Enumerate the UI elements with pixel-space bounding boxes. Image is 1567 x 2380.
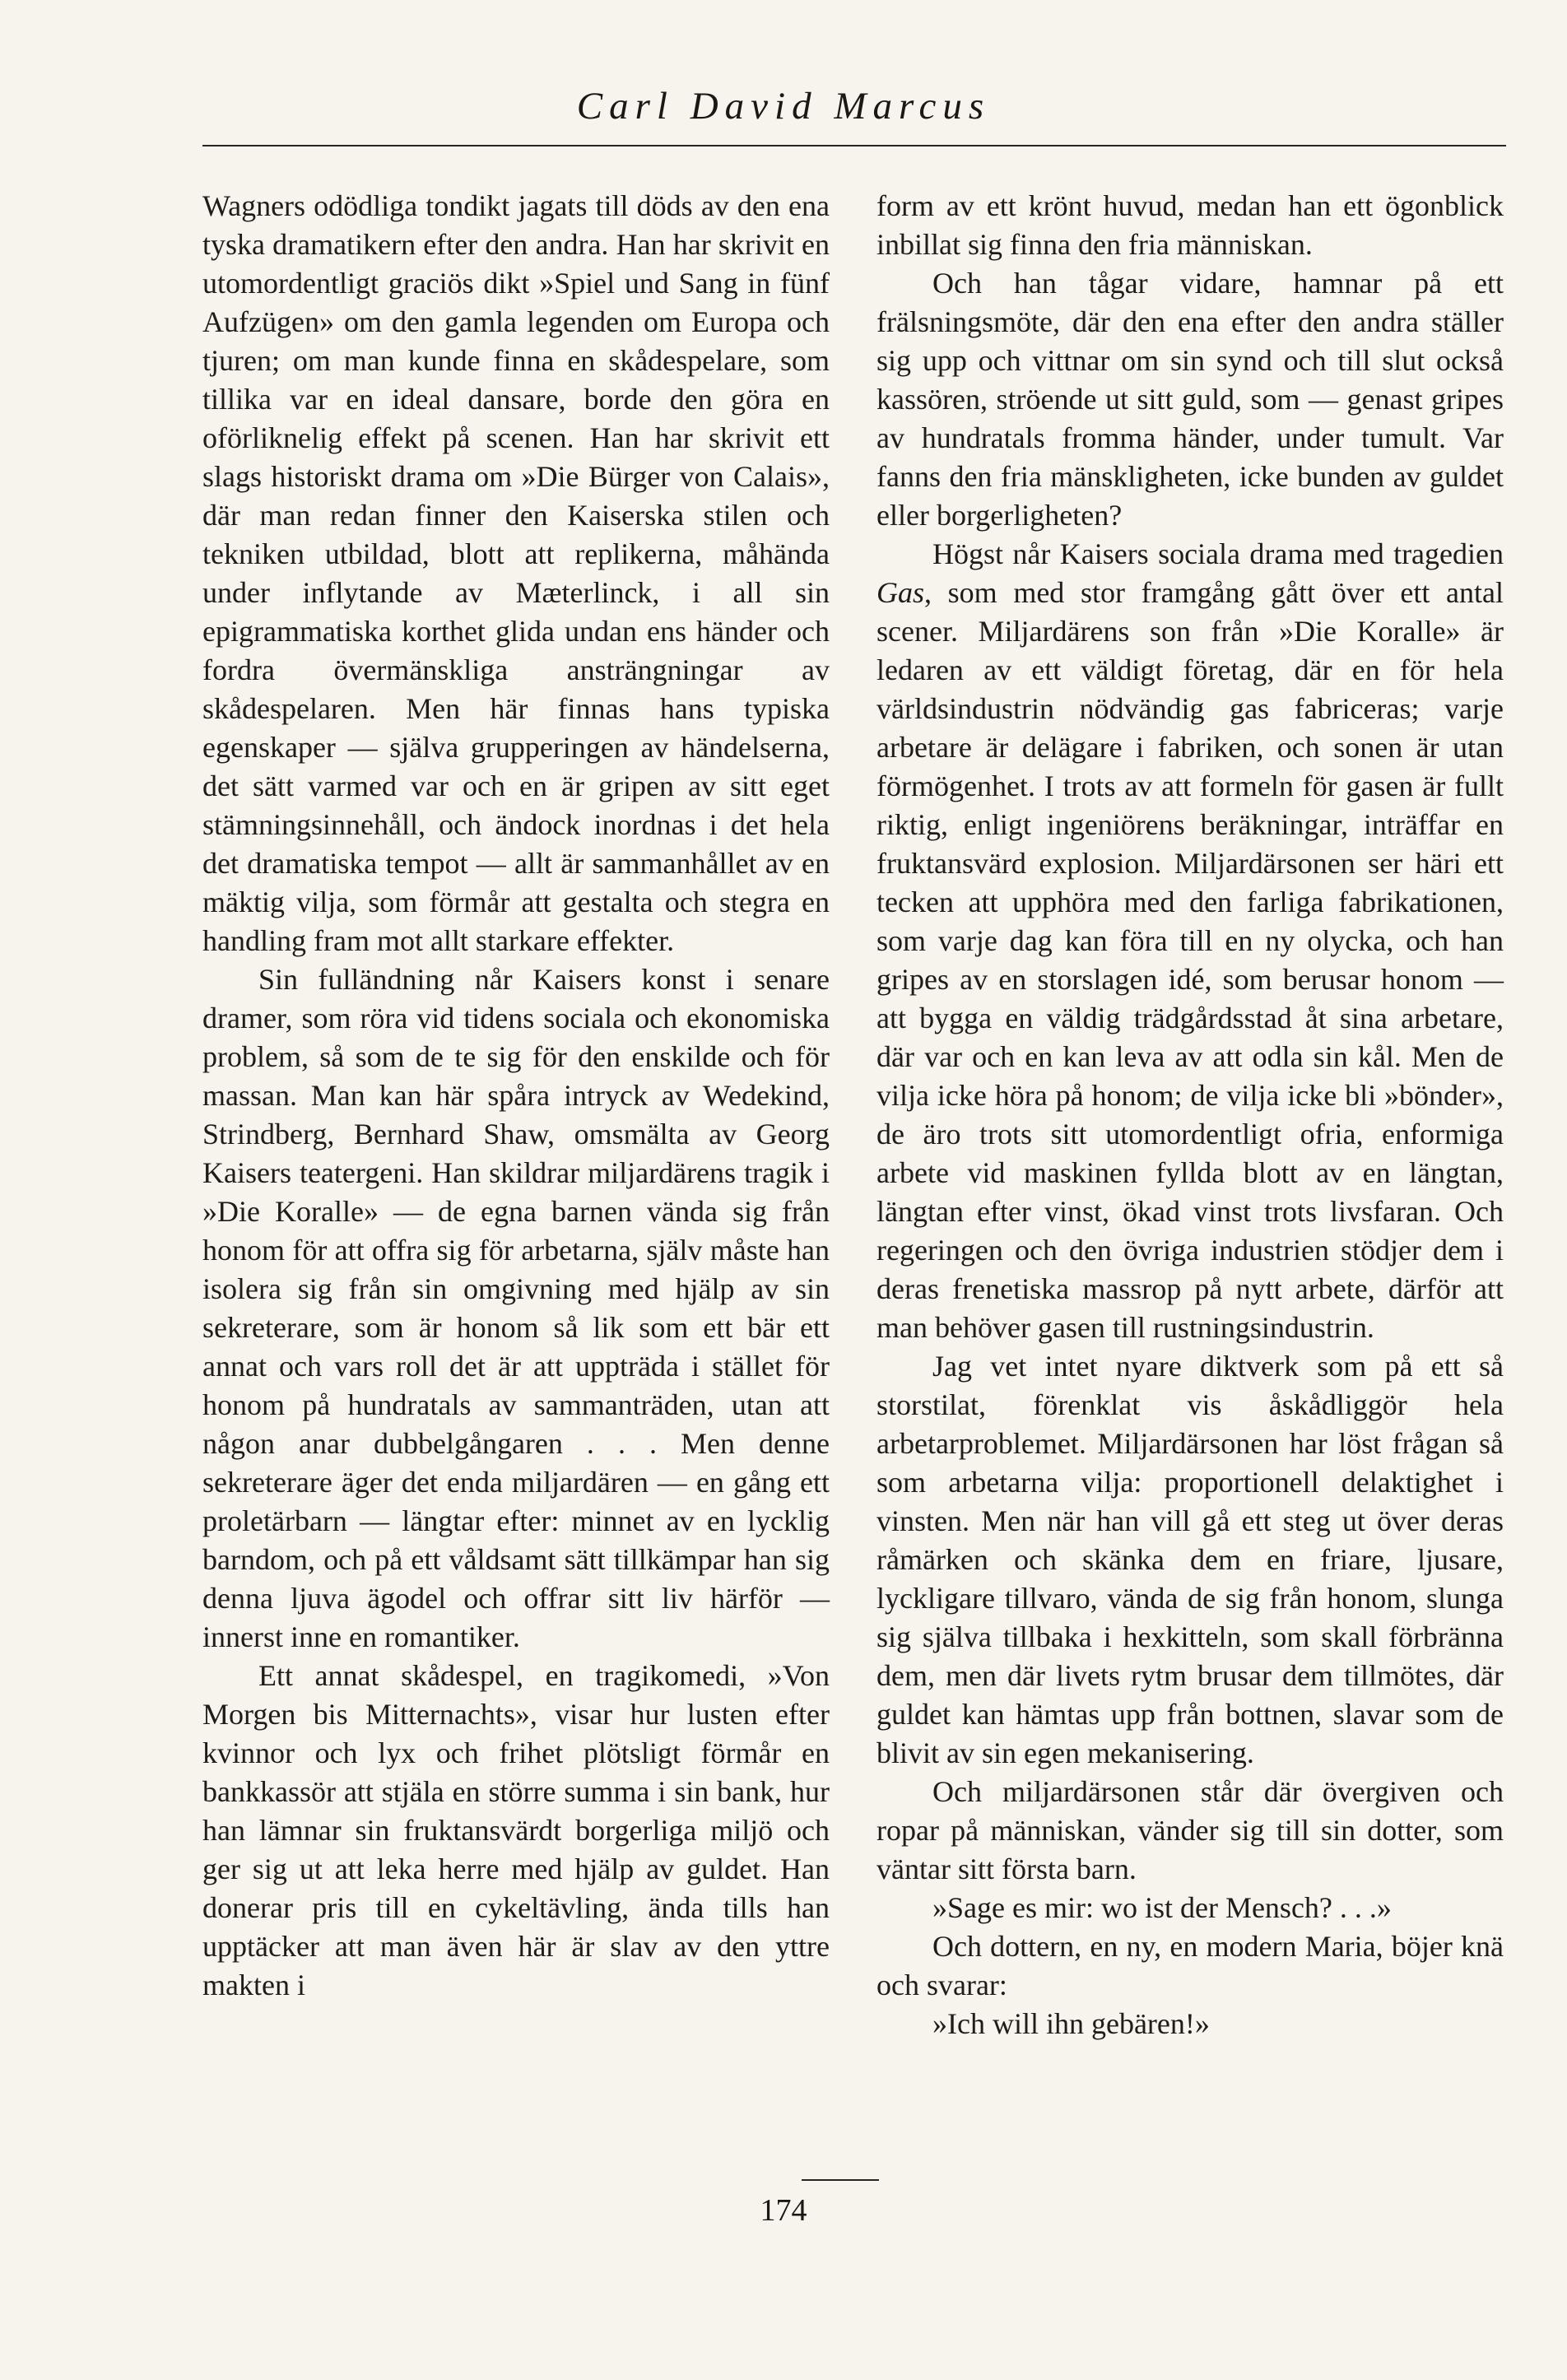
left-paragraph-2: Sin fulländning når Kaisers konst i senare dramer, som röra vid tidens sociala och ekonomiska problem, så som de te sig för den enskilde och för massan. Man kan här spåra intryck av Wedekind, Strindberg, Bernhard Shaw, omsmälta av Georg Kaisers teatergeni. Han skildrar miljardärens tragik i »Die Koralle» — de egna barnen vända sig från honom för att offra sig för arbetarna, själv måste han isolera sig från sin omgivning med hjälp av sin sekreterare, som är honom så lik som ett bär ett annat och vars roll det är att uppträda i stället för honom på hundratals av sammanträden, utan att någon anar dubbelgångaren . . . Men denne sekreterare äger det enda miljardären — en gång ett proletärbarn — längtar efter: minnet av en lycklig barndom, och på ett våldsamt sätt tillkämpar han sig denna ljuva ägodel och offrar sitt liv härför — innerst inne en romantiker. xyxy=(202,963,830,1653)
right-paragraph-6: »Sage es mir: wo ist der Mensch? . . .» xyxy=(932,1891,1392,1924)
right-paragraph-3-start: Högst når Kaisers sociala drama med tragedien xyxy=(932,537,1504,570)
play-title-gas: Gas xyxy=(876,576,925,609)
right-paragraph-7: Och dottern, en ny, en modern Maria, böjer knä och svarar: xyxy=(876,1930,1504,2001)
right-paragraph-5: Och miljardärsonen står där övergiven och ropar på människan, vänder sig till sin dotter, som väntar sitt första barn. xyxy=(876,1775,1504,1885)
right-paragraph-3-rest: , som med stor framgång gått över ett antal scener. Miljardärens son från »Die Koralle» är ledaren av ett väldigt företag, där en för hela världsindustrin nödvändig gas fabriceras; varje arbetare är delägare i fabriken, och sonen är utan förmögenhet. I trots av att formeln för gasen är fullt riktig, enligt ingeniörens beräkningar, inträffar en fruktansvärd explosion. Miljardärsonen ser häri ett tecken att upphöra med den farliga fabrikationen, som varje dag kan föra till en ny olycka, och han gripes av en storslagen idé, som berusar honom — att bygga en väldig trädgårdsstad åt sina arbetare, där var och en kan leva av att odla sin kål. Men de vilja icke höra på honom; de vilja icke bli »bönder», de äro trots sitt utomordentligt ofria, enformiga arbete vid maskinen fyllda blott av en längtan, längtan efter vinst, ökad vinst trots livsfaran. Och regeringen och den övriga industrien stödjer dem i deras frenetiska massrop på nytt arbete, därför att man behöver gasen till rustningsindustrin. xyxy=(876,576,1504,1344)
right-column xyxy=(876,187,1504,2043)
header-rule xyxy=(202,145,1506,146)
page-number: 174 xyxy=(760,2193,807,2228)
page-number-rule xyxy=(802,2179,879,2181)
right-paragraph-2: Och han tågar vidare, hamnar på ett frälsningsmöte, där den ena efter den andra ställer sig upp och vittnar om sin synd och till slut också kassören, ströende ut sitt guld, som — genast gripes av hundratals fromma händer, under tumult. Var fanns den fria mänskligheten, icke bunden av guldet eller borgerligheten? xyxy=(876,267,1504,532)
left-paragraph-1: Wagners odödliga tondikt jagats till döds av den ena tyska dramatikern efter den andra. Han har skrivit en utomordentligt graciös dikt »Spiel und Sang in fünf Aufzügen» om den gamla legenden om Europa och tjuren; om man kunde finna en skådespelare, som tillika var en ideal dansare, borde den göra en oförliknelig effekt på scenen. Han har skrivit ett slags historiskt drama om »Die Bürger von Calais», där man redan finner den Kaiserska stilen och tekniken utbildad, blott att replikerna, måhända under inflytande av Mæterlinck, i all sin epigrammatiska korthet glida undan ens händer och fordra övermänskliga ansträngningar av skådespelaren. Men här finnas hans typiska egenskaper — själva grupperingen av händelserna, det sätt varmed var och en är gripen av sitt eget stämningsinnehåll, och ändock inordnas i det hela det dramatiska tempot — allt är sammanhållet av en mäktig vilja, som förmår att gestalta och stegra en handling fram mot allt starkare effekter. xyxy=(202,189,830,957)
left-paragraph-3: Ett annat skådespel, en tragikomedi, »Von Morgen bis Mitternachts», visar hur lusten efter kvinnor och lyx och frihet plötsligt förmår en bankkassör att stjäla en större summa i sin bank, hur han lämnar sin fruktansvärdt borgerliga miljö och ger sig ut att leka herre med hjälp av guldet. Han donerar pris till en cykeltävling, ända tills han upptäcker att man även här är slav av den yttre makten i xyxy=(202,1659,830,2001)
left-column xyxy=(202,187,830,2005)
right-paragraph-3 xyxy=(876,535,1504,1347)
right-paragraph-8: »Ich will ihn gebären!» xyxy=(932,2007,1210,2040)
right-paragraph-4: Jag vet intet nyare diktverk som på ett så storstilat, förenklat vis åskådliggör hela arbetarproblemet. Miljardärsonen har löst frågan så som arbetarna vilja: proportionell delaktighet i vinsten. Men när han vill gå ett steg ut över deras råmärken och skänka dem en friare, ljusare, lyckligare tillvaro, vända de sig från honom, slunga sig själva tillbaka i hexkitteln, som skall förbränna dem, men där livets rytm brusar dem tillmötes, där guldet kan hämtas upp från bottnen, slavar som de blivit av sin egen mekanisering. xyxy=(876,1350,1504,1769)
running-head: Carl David Marcus xyxy=(576,85,991,128)
right-paragraph-1: form av ett krönt huvud, medan han ett ögonblick inbillat sig finna den fria människan. xyxy=(876,189,1504,261)
